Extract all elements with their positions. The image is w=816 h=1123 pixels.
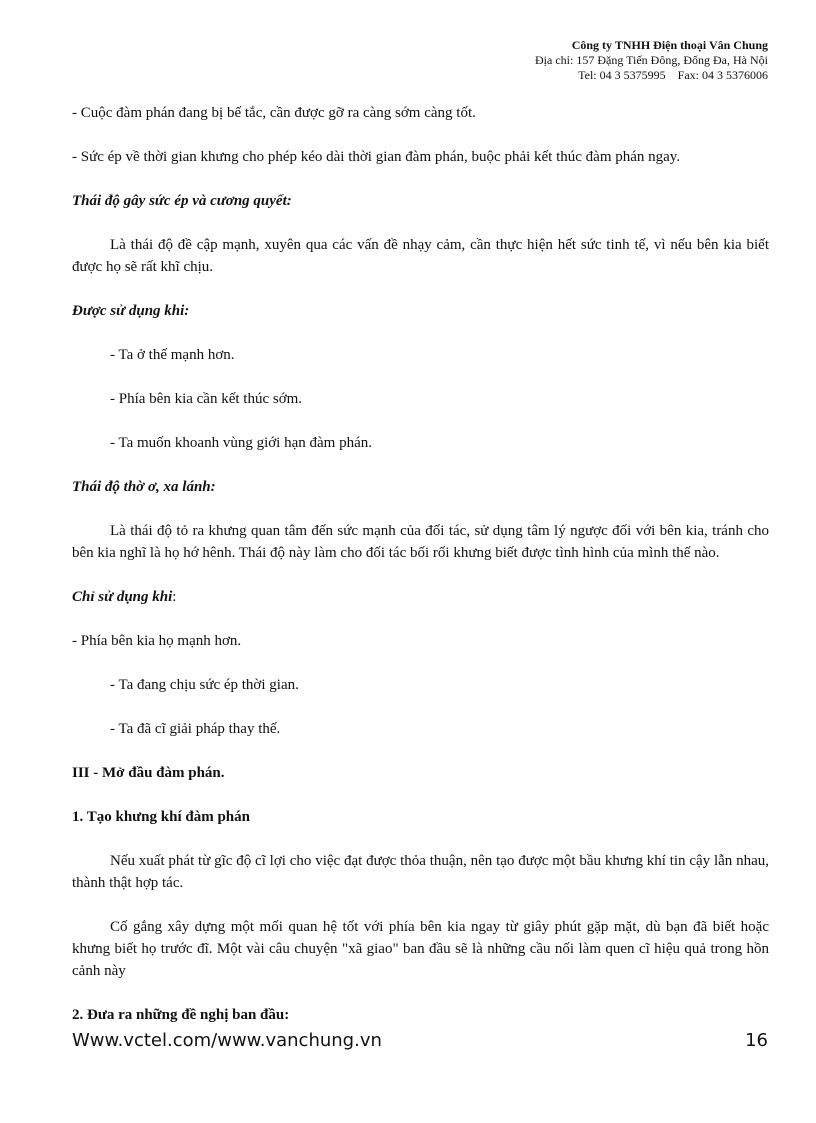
list-item: - Ta đã cĩ giải pháp thay thế. <box>110 721 281 737</box>
paragraph: - Cuộc đàm phán đang bị bế tắc, cần được gỡ ra càng sớm càng tốt. <box>72 105 476 121</box>
company-name: Công ty TNHH Điện thoại Vân Chung <box>571 38 768 52</box>
subheading-pressure: Thái độ gây sức ép và cương quyết: <box>72 193 292 209</box>
list-item: - Ta ở thế mạnh hơn. <box>110 347 235 363</box>
page-header <box>535 38 768 83</box>
section-heading-2: 2. Đưa ra những đề nghị ban đầu: <box>72 1007 290 1023</box>
paragraph: Là thái độ đề cập mạnh, xuyên qua các vấn đề nhạy cảm, cần thực hiện hết sức tinh tế, vì nếu bên kia biết được họ sẽ rất khĩ chịu. <box>72 237 769 275</box>
page-number: 16 <box>745 1030 768 1051</box>
section-heading: III - Mở đầu đàm phán. <box>72 765 225 781</box>
list-item: - Phía bên kia cần kết thúc sớm. <box>110 391 303 407</box>
subheading-only-when <box>72 586 769 608</box>
subheading-only-when-text: Chỉ sử dụng khi <box>72 589 173 605</box>
footer-url: Www.vctel.com/www.vanchung.vn <box>72 1030 382 1051</box>
section-heading-1: 1. Tạo khưng khí đàm phán <box>72 809 250 825</box>
subheading-indifferent: Thái độ thờ ơ, xa lánh: <box>72 479 216 495</box>
company-address: Địa chỉ: 157 Đặng Tiến Đông, Đống Đa, Hà Nội <box>535 53 768 67</box>
company-contact <box>535 68 768 83</box>
document-body <box>72 102 769 1026</box>
subheading-colon: : <box>172 589 177 605</box>
subheading-used-when: Được sử dụng khi: <box>72 303 190 319</box>
paragraph: Nếu xuất phát từ gĩc độ cĩ lợi cho việc đạt được thỏa thuận, nên tạo được một bầu khưng khí tin cậy lẫn nhau, thành thật hợp tác. <box>72 853 769 891</box>
list-item: - Ta muốn khoanh vùng giới hạn đàm phán. <box>110 435 372 451</box>
company-fax: Fax: 04 3 5376006 <box>677 68 768 82</box>
list-item: - Ta đang chịu sức ép thời gian. <box>110 677 299 693</box>
list-item: - Phía bên kia họ mạnh hơn. <box>72 633 242 649</box>
company-tel: Tel: 04 3 5375995 <box>578 68 666 82</box>
paragraph: Là thái độ tỏ ra khưng quan tâm đến sức mạnh của đối tác, sử dụng tâm lý ngược đối với bên kia, tránh cho bên kia nghĩ là họ hớ hênh. Thái độ này làm cho đối tác bối rối khưng biết được tình hình của mình thế nào. <box>72 523 769 561</box>
paragraph: Cố gắng xây dựng một mối quan hệ tốt với phía bên kia ngay từ giây phút gặp mặt, dù bạn đã biết hoặc khưng biết họ trước đĩ. Một vài câu chuyện "xã giao" ban đầu sẽ là những cầu nối làm quen cĩ hiệu quả trong hồn cảnh này <box>72 919 769 979</box>
paragraph: - Sức ép về thời gian khưng cho phép kéo dài thời gian đàm phán, buộc phải kết thúc đàm phán ngay. <box>72 149 681 165</box>
